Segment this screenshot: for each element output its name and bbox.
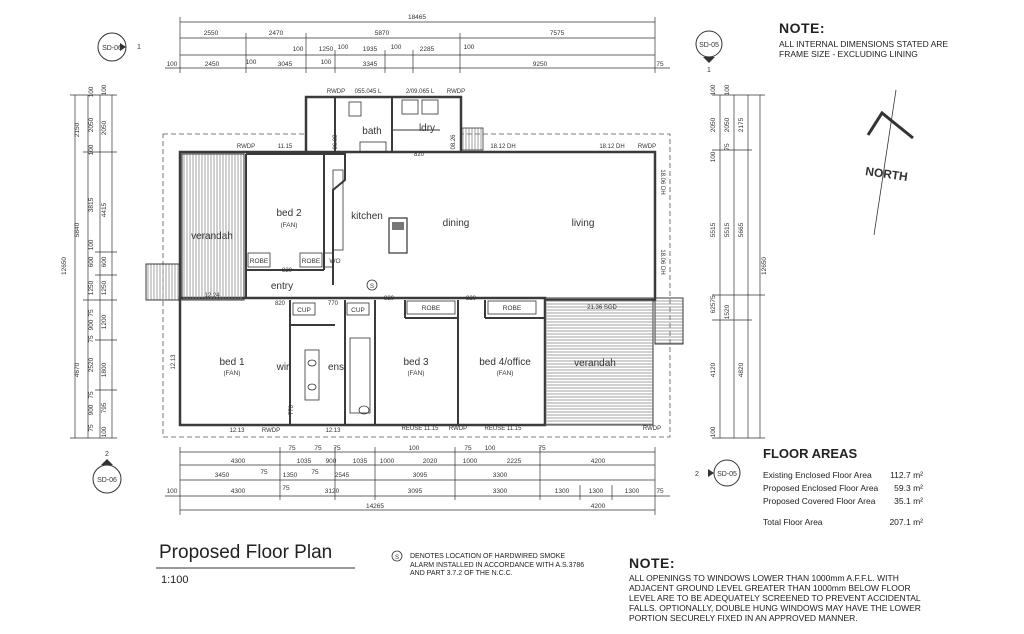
svg-text:100: 100 (101, 426, 108, 438)
svg-text:2285: 2285 (419, 46, 435, 53)
svg-text:12.13: 12.13 (171, 354, 177, 370)
east-steps (655, 298, 683, 344)
bottom-note-title: NOTE: (629, 555, 676, 571)
dim-overall-top: 18465 (407, 14, 427, 21)
room-bed-4-office: bed 4/office (479, 357, 531, 368)
west-steps (146, 264, 180, 300)
svg-text:4120: 4120 (710, 362, 717, 378)
svg-text:1035: 1035 (352, 458, 368, 465)
svg-text:75: 75 (260, 469, 268, 476)
svg-text:900: 900 (88, 319, 95, 331)
svg-text:18.12 DH: 18.12 DH (599, 144, 625, 150)
svg-text:3450: 3450 (214, 472, 230, 479)
svg-text:2225: 2225 (506, 458, 522, 465)
room-living: living (571, 218, 595, 229)
svg-text:100: 100 (166, 61, 178, 68)
svg-text:75: 75 (710, 295, 717, 303)
svg-text:75: 75 (288, 445, 296, 452)
svg-text:(FAN): (FAN) (407, 370, 425, 377)
svg-text:75: 75 (282, 485, 290, 492)
svg-text:S: S (394, 555, 400, 561)
svg-text:ROBE: ROBE (502, 305, 522, 312)
svg-text:2150: 2150 (74, 122, 81, 138)
room-dining: dining (442, 218, 470, 229)
section-marker-sd06-2 (93, 451, 121, 493)
svg-text:75: 75 (311, 469, 319, 476)
svg-text:SD-05: SD-05 (699, 42, 719, 49)
svg-text:100: 100 (710, 151, 717, 163)
svg-text:(FAN): (FAN) (496, 370, 514, 377)
left-dimension-labels (61, 84, 108, 437)
svg-text:100: 100 (463, 44, 475, 51)
svg-text:5840: 5840 (74, 222, 81, 238)
svg-text:2175: 2175 (738, 117, 745, 133)
svg-text:75: 75 (88, 391, 95, 399)
svg-text:1000: 1000 (462, 458, 478, 465)
svg-text:900: 900 (88, 404, 95, 416)
svg-text:100: 100 (101, 84, 108, 96)
svg-text:RWDP: RWDP (637, 144, 657, 150)
svg-text:100: 100 (484, 445, 496, 452)
svg-text:1250: 1250 (318, 46, 334, 53)
svg-text:3300: 3300 (492, 488, 508, 495)
svg-text:3095: 3095 (412, 472, 428, 479)
svg-text:2470: 2470 (268, 30, 284, 37)
svg-text:1250: 1250 (88, 280, 95, 296)
svg-text:21.36 SGD: 21.36 SGD (587, 305, 617, 311)
bottom-dimension-labels (167, 445, 664, 510)
west-verandah (182, 154, 244, 300)
svg-text:18.06 DH: 18.06 DH (659, 169, 665, 195)
svg-text:100: 100 (88, 144, 95, 156)
svg-text:770: 770 (289, 404, 295, 416)
svg-text:1935: 1935 (362, 46, 378, 53)
svg-text:75: 75 (656, 488, 664, 495)
svg-text:RWDP: RWDP (261, 428, 281, 434)
svg-text:1: 1 (707, 67, 711, 74)
svg-text:5870: 5870 (374, 30, 390, 37)
svg-text:4300: 4300 (230, 458, 246, 465)
svg-text:100: 100 (724, 84, 731, 96)
room-bed-1: bed 1 (219, 357, 245, 368)
svg-text:1200: 1200 (101, 314, 108, 330)
right-dimensions (712, 95, 765, 438)
svg-text:2050: 2050 (710, 117, 717, 133)
svg-text:REUSE 11.15: REUSE 11.15 (484, 426, 522, 432)
svg-text:12.24: 12.24 (204, 293, 220, 299)
svg-text:4200: 4200 (590, 458, 606, 465)
svg-text:RWDP: RWDP (326, 89, 346, 95)
svg-text:3815: 3815 (88, 197, 95, 213)
room-bed-3: bed 3 (403, 357, 429, 368)
room-wir: wir (276, 362, 290, 373)
svg-text:2050: 2050 (88, 117, 95, 133)
svg-text:3300: 3300 (492, 472, 508, 479)
svg-text:2050: 2050 (101, 120, 108, 136)
svg-text:75: 75 (314, 445, 322, 452)
svg-text:2050: 2050 (724, 117, 731, 133)
svg-text:(FAN): (FAN) (280, 222, 298, 229)
svg-text:08.26: 08.26 (451, 134, 457, 150)
svg-text:600: 600 (88, 256, 95, 268)
svg-text:2020: 2020 (422, 458, 438, 465)
svg-text:5665: 5665 (738, 222, 745, 238)
svg-text:REUSE 11.15: REUSE 11.15 (401, 426, 439, 432)
section-marker-sd05-2 (695, 460, 740, 486)
svg-text:2: 2 (695, 471, 699, 478)
svg-text:2: 2 (105, 451, 109, 458)
svg-text:820: 820 (274, 301, 286, 307)
svg-text:1035: 1035 (296, 458, 312, 465)
svg-text:75: 75 (464, 445, 472, 452)
svg-text:75: 75 (656, 61, 664, 68)
smoke-alarm-note: DENOTES LOCATION OF HARDWIRED SMOKE ALARM INSTALLED IN ACCORDANCE WITH A.S.3786 AND PART 3.7.2 OF THE N.C.C. (410, 553, 585, 577)
svg-text:7575: 7575 (549, 30, 565, 37)
svg-text:2450: 2450 (204, 61, 220, 68)
svg-text:12.13: 12.13 (325, 428, 341, 434)
svg-text:2/09.065 L: 2/09.065 L (405, 89, 435, 95)
svg-text:ROBE: ROBE (249, 258, 269, 265)
svg-text:3045: 3045 (277, 61, 293, 68)
svg-text:RWDP: RWDP (236, 144, 256, 150)
svg-text:1000: 1000 (379, 458, 395, 465)
north-arrow-icon (864, 90, 913, 235)
svg-text:100: 100 (245, 59, 257, 66)
svg-text:625: 625 (710, 302, 717, 314)
svg-text:100: 100 (320, 59, 332, 66)
svg-text:1250: 1250 (101, 280, 108, 296)
svg-text:4670: 4670 (74, 362, 81, 378)
svg-text:100: 100 (88, 239, 95, 251)
svg-text:11.15: 11.15 (277, 144, 293, 150)
svg-text:12650: 12650 (61, 256, 68, 276)
svg-text:75: 75 (538, 445, 546, 452)
svg-text:820: 820 (413, 152, 425, 158)
svg-text:SD-06: SD-06 (102, 45, 122, 52)
svg-text:2520: 2520 (88, 357, 95, 373)
floor-areas-title: FLOOR AREAS (763, 446, 858, 461)
svg-text:1300: 1300 (554, 488, 570, 495)
svg-text:75: 75 (88, 309, 95, 317)
svg-text:2545: 2545 (334, 472, 350, 479)
svg-text:1: 1 (137, 44, 141, 51)
svg-text:1300: 1300 (624, 488, 640, 495)
svg-text:900: 900 (325, 458, 337, 465)
svg-text:3345: 3345 (362, 61, 378, 68)
svg-text:5515: 5515 (724, 222, 731, 238)
svg-text:100: 100 (292, 46, 304, 53)
svg-text:75: 75 (724, 143, 731, 151)
svg-text:100: 100 (710, 426, 717, 438)
svg-text:18.12 DH: 18.12 DH (490, 144, 516, 150)
room-bath: bath (362, 126, 382, 137)
svg-text:S: S (369, 284, 375, 290)
room-ensuite: ens (327, 362, 345, 373)
svg-text:75: 75 (88, 424, 95, 432)
svg-text:100: 100 (390, 44, 402, 51)
svg-text:ROBE: ROBE (421, 305, 441, 312)
room-kitchen: kitchen (351, 211, 383, 222)
svg-text:RWDP: RWDP (448, 426, 468, 432)
svg-text:1300: 1300 (588, 488, 604, 495)
svg-text:4200: 4200 (590, 503, 606, 510)
svg-text:1520: 1520 (724, 304, 731, 320)
svg-text:1800: 1800 (101, 362, 108, 378)
section-marker-sd06-1 (98, 33, 141, 61)
top-dimensions (165, 17, 670, 73)
right-dimension-labels (710, 84, 768, 437)
svg-text:5515: 5515 (710, 222, 717, 238)
svg-text:(FAN): (FAN) (223, 370, 241, 377)
svg-text:NORTH: NORTH (864, 164, 909, 184)
svg-text:12.13: 12.13 (229, 428, 245, 434)
drawing-title: Proposed Floor Plan (159, 542, 333, 563)
top-note-title: NOTE: (779, 20, 826, 36)
svg-text:100: 100 (337, 44, 349, 51)
svg-text:820: 820 (383, 296, 395, 302)
drawing-scale: 1:100 (161, 574, 189, 586)
svg-text:100: 100 (408, 445, 420, 452)
svg-text:SD-05: SD-05 (717, 471, 737, 478)
svg-text:4820: 4820 (738, 362, 745, 378)
svg-text:820: 820 (465, 296, 477, 302)
room-verandah-east: verandah (574, 358, 616, 369)
svg-text:06.09: 06.09 (333, 134, 339, 150)
svg-text:100: 100 (710, 84, 717, 96)
svg-text:4415: 4415 (101, 202, 108, 218)
sink-icon (392, 222, 404, 230)
svg-text:75: 75 (88, 335, 95, 343)
svg-text:770: 770 (327, 301, 339, 307)
top-note-line-2: FRAME SIZE - EXCLUDING LINING (779, 49, 918, 59)
dim-overall-bottom: 14265 (365, 503, 385, 510)
svg-text:ROBE: ROBE (301, 258, 321, 265)
bottom-note-text: ALL OPENINGS TO WINDOWS LOWER THAN 1000mm A.F.F.L. WITH ADJACENT GROUND LEVEL GREATER THAN 1000mm BELOW FLOOR LEVEL ARE TO BE ADEQUATELY SCREENED TO PREVENT ACCIDENTAL FALLS. OPTIONALLY, DOUBLE HUNG WINDOWS MAY HAVE THE LOWER PORTION SECURELY FIXED IN AN APPROVED MANNER. (629, 573, 921, 623)
svg-text:795: 795 (101, 402, 108, 414)
section-marker-sd05-1 (696, 31, 722, 74)
room-laundry: ldry (418, 123, 436, 134)
svg-text:100: 100 (88, 86, 95, 98)
svg-text:75: 75 (333, 445, 341, 452)
svg-text:2550: 2550 (203, 30, 219, 37)
svg-text:3120: 3120 (324, 488, 340, 495)
svg-text:4300: 4300 (230, 488, 246, 495)
svg-text:RWDP: RWDP (642, 426, 662, 432)
svg-text:1350: 1350 (282, 472, 298, 479)
room-bed-2: bed 2 (276, 208, 302, 219)
svg-text:600: 600 (101, 256, 108, 268)
svg-text:12650: 12650 (761, 256, 768, 276)
svg-text:CUP: CUP (351, 307, 365, 314)
svg-text:9250: 9250 (532, 61, 548, 68)
svg-text:100: 100 (166, 488, 178, 495)
room-verandah-west: verandah (191, 231, 233, 242)
svg-text:820: 820 (281, 268, 293, 274)
top-note-line-1: ALL INTERNAL DIMENSIONS STATED ARE (779, 39, 949, 49)
svg-text:3095: 3095 (407, 488, 423, 495)
svg-text:055.045 L: 055.045 L (354, 89, 382, 95)
svg-text:RWDP: RWDP (446, 89, 466, 95)
svg-text:CUP: CUP (297, 307, 311, 314)
room-entry: entry (270, 281, 294, 292)
svg-text:SD-06: SD-06 (97, 477, 117, 484)
svg-text:WO: WO (329, 258, 341, 265)
svg-text:18.06 DH: 18.06 DH (659, 249, 665, 275)
